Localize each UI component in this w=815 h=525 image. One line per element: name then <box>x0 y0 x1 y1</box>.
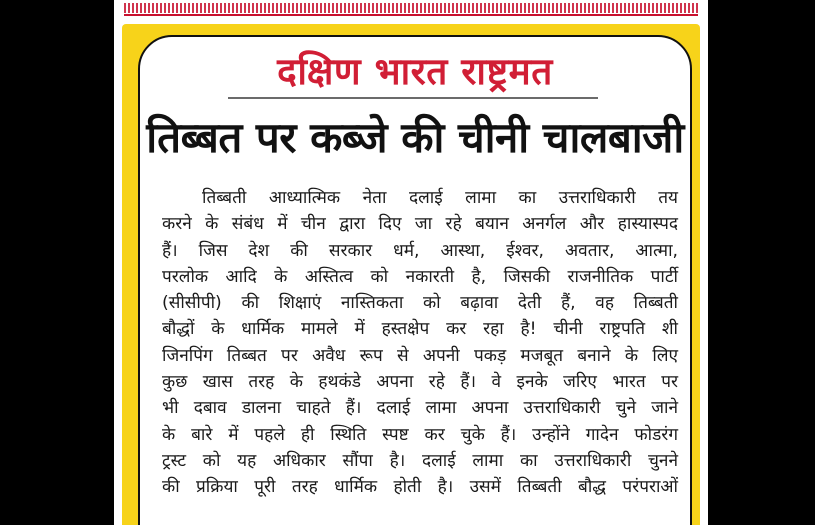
editorial-body <box>162 185 678 501</box>
article-line: (सीसीपी) की शिक्षाएं नास्तिकता को बढ़ावा देती हैं, वह तिब्बती <box>162 293 678 314</box>
article-line: जिनपिंग तिब्बत पर अवैध रूप से अपनी पकड़ मजबूत बनाने के लिए <box>162 345 678 366</box>
editorial-headline: तिब्बत पर कब्जे की चीनी चालबाजी <box>146 113 684 162</box>
article-line: हैं। जिस देश की सरकार धर्म, आस्था, ईश्वर, अवतार, आत्मा, <box>162 240 678 261</box>
article-line: कुछ खास तरह के हथकंडे अपना रहे हैं। वे इनके जरिए भारत पर <box>162 372 678 393</box>
article-line: की प्रक्रिया पूरी तरह धार्मिक होती है। उसमें तिब्बती बौद्ध परंपराओं <box>162 477 678 498</box>
top-red-line <box>124 14 698 16</box>
editorial-box <box>138 35 692 525</box>
top-decorative-rule <box>124 3 698 13</box>
article-line: ट्रस्ट को यह अधिकार सौंपा है। दलाई लामा का उत्तराधिकारी चुनने <box>162 450 678 471</box>
newspaper-page <box>114 0 708 525</box>
article-line: तिब्बती आध्यात्मिक नेता दलाई लामा का उत्तराधिकारी तय <box>202 188 678 208</box>
masthead-divider <box>228 97 598 99</box>
article-line: बौद्धों के धार्मिक मामले में हस्तक्षेप कर रहा है! चीनी राष्ट्रपति शी <box>162 319 678 340</box>
article-line: करने के संबंध में चीन द्वारा दिए जा रहे बयान अनर्गल और हास्यास्पद <box>162 214 678 235</box>
article-line: के बारे में पहले ही स्थिति स्पष्ट कर चुके हैं। उन्होंने गादेन फोडरंग <box>162 424 678 445</box>
article-line: भी दबाव डालना चाहते हैं। दलाई लामा अपना उत्तराधिकारी चुने जाने <box>162 398 678 419</box>
article-line: परलोक आदि के अस्तित्व को नकारती है, जिसकी राजनीतिक पार्टी <box>162 266 678 287</box>
newspaper-masthead: दक्षिण भारत राष्ट्रमत <box>277 50 553 93</box>
